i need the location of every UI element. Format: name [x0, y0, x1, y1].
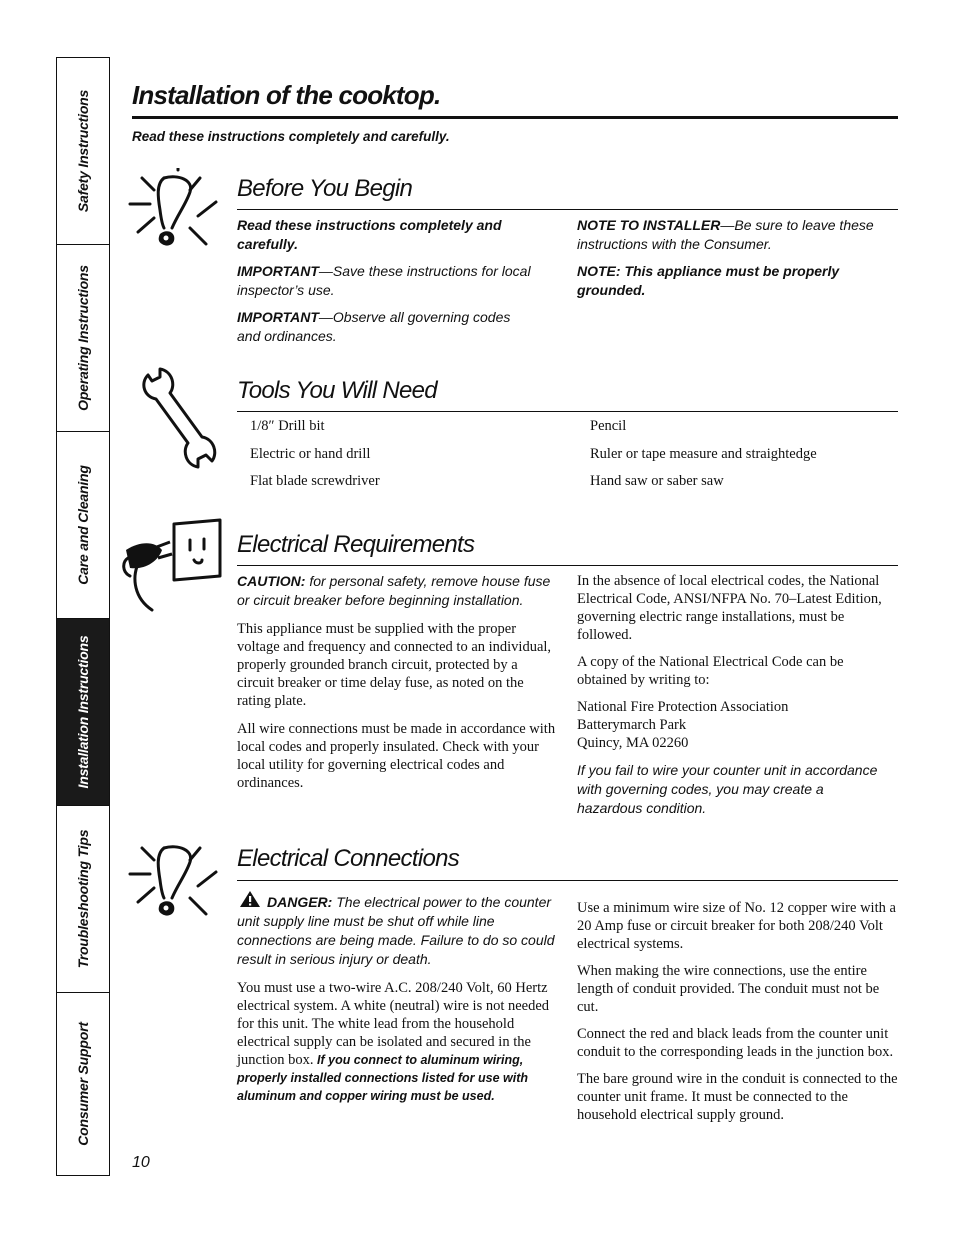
tab-label: Operating Instructions [75, 265, 91, 411]
electrical-requirements-right-column [577, 572, 887, 818]
caution-lightbulb-icon [120, 838, 224, 926]
wire-size-paragraph: Use a minimum wire size of No. 12 copper wire with a 20 Amp fuse or circuit breaker for both 208/240 Volt electrical systems. [577, 900, 896, 952]
section-title-tools: Tools You Will Need [237, 377, 437, 404]
caution-text: for personal safety, remove house fuse or circuit breaker before beginning installation. [237, 573, 551, 608]
tab-label: Care and Cleaning [75, 465, 91, 585]
aluminum-wiring-note: If you connect to aluminum wiring, properly installed connections listed for use with aluminum and copper wiring must be used. [237, 1053, 529, 1103]
address-line: National Fire Protection Association [577, 699, 789, 715]
tool-item: Hand saw or saber saw [590, 473, 724, 489]
tab-care-and-cleaning[interactable] [57, 432, 109, 619]
important-label: IMPORTANT [237, 263, 319, 279]
side-tab-column [56, 57, 110, 1176]
address-line: Quincy, MA 02260 [577, 735, 689, 751]
ground-wire-paragraph: The bare ground wire in the conduit is connected to the counter unit frame. It must be connected to the household electrical supply ground. [577, 1071, 898, 1123]
section-title-before-you-begin: Before You Begin [237, 175, 413, 202]
caution-label: CAUTION: [237, 573, 306, 589]
section-rule [237, 880, 898, 881]
tool-item: Electric or hand drill [250, 446, 371, 462]
important-codes-note [237, 308, 537, 346]
important-save-note [237, 262, 537, 300]
page-title: Installation of the cooktop. [132, 80, 441, 110]
important-label: IMPORTANT [237, 309, 319, 325]
conduit-paragraph: When making the wire connections, use the entire length of conduit provided. The conduit must not be cut. [577, 963, 880, 1015]
before-you-begin-right-column [577, 216, 887, 300]
grounding-note: NOTE: This appliance must be properly grounded. [577, 263, 840, 298]
important-text: —Save these instructions for local inspector’s use. [237, 263, 531, 298]
danger-label: DANGER: [267, 894, 333, 910]
electrical-connections-left-column [237, 890, 557, 1105]
tab-troubleshooting-tips[interactable] [57, 806, 109, 993]
caution-note [237, 572, 557, 610]
caution-lightbulb-icon [120, 168, 224, 256]
supply-paragraph: This appliance must be supplied with the proper voltage and frequency and connected to an individual, properly grounded branch circuit, protected by a circuit breaker or time delay fuse, as noted on the rating plate. [237, 621, 552, 709]
title-rule [132, 116, 898, 119]
page-number: 10 [132, 1154, 150, 1171]
tool-item: 1/8″ Drill bit [250, 418, 325, 434]
address-line: Batterymarch Park [577, 717, 687, 733]
leads-paragraph: Connect the red and black leads from the counter unit conduit to the corresponding leads in the junction box. [577, 1026, 894, 1060]
important-text: —Observe all governing codes and ordinances. [237, 309, 511, 344]
section-rule [237, 209, 898, 210]
two-wire-paragraph [237, 979, 557, 1105]
wire-connections-paragraph: All wire connections must be made in accordance with local codes and properly insulated. Check with your local utility for governing electrical codes and ordinances. [237, 721, 556, 791]
two-wire-text: You must use a two-wire A.C. 208/240 Volt, 60 Hertz electrical system. A white (neutral) wire is not needed for this unit. The white lead from the household electrical supply can be isolated and secured in the junction box. [237, 980, 550, 1068]
tab-operating-instructions[interactable] [57, 245, 109, 432]
installer-note [577, 216, 887, 254]
codes-paragraph: In the absence of local electrical codes, the National Electrical Code, ANSI/NFPA No. 70–Latest Edition, governing electric range installations, must be followed. [577, 573, 882, 643]
tab-label: Consumer Support [75, 1022, 91, 1146]
hazard-warning: If you fail to wire your counter unit in accordance with governing codes, you may create a hazardous condition. [577, 762, 878, 816]
tab-label: Installation Instructions [75, 635, 91, 789]
section-rule [237, 565, 898, 566]
tool-item: Pencil [590, 418, 627, 434]
tool-item: Ruler or tape measure and straightedge [590, 446, 817, 462]
address-block [577, 698, 887, 752]
warning-triangle-icon [239, 890, 261, 908]
tool-item: Flat blade screwdriver [250, 473, 380, 489]
danger-text: The electrical power to the counter unit supply line must be shut off while line connections are being made. Failure to do so could result in serious injury or death. [237, 894, 555, 967]
danger-note [237, 890, 557, 969]
tab-safety-instructions[interactable] [57, 58, 109, 245]
before-you-begin-left-column [237, 216, 537, 346]
code-copy-paragraph: A copy of the National Electrical Code can be obtained by writing to: [577, 654, 844, 688]
installer-note-label: NOTE TO INSTALLER [577, 217, 721, 233]
outlet-plug-icon [118, 518, 224, 616]
electrical-connections-right-column [577, 899, 899, 1124]
tab-consumer-support[interactable] [57, 993, 109, 1175]
tab-label: Safety Instructions [75, 89, 91, 213]
instruction-note: Read these instructions completely and carefully. [237, 217, 502, 252]
page-intro: Read these instructions completely and carefully. [132, 129, 450, 144]
tab-label: Troubleshooting Tips [75, 829, 91, 969]
section-rule [237, 411, 898, 412]
tab-installation-instructions[interactable] [57, 619, 109, 806]
section-title-electrical-requirements: Electrical Requirements [237, 531, 475, 558]
electrical-requirements-left-column [237, 572, 557, 792]
section-title-electrical-connections: Electrical Connections [237, 845, 460, 872]
installer-note-text: —Be sure to leave these instructions with the Consumer. [577, 217, 874, 252]
wrench-icon [138, 365, 222, 473]
